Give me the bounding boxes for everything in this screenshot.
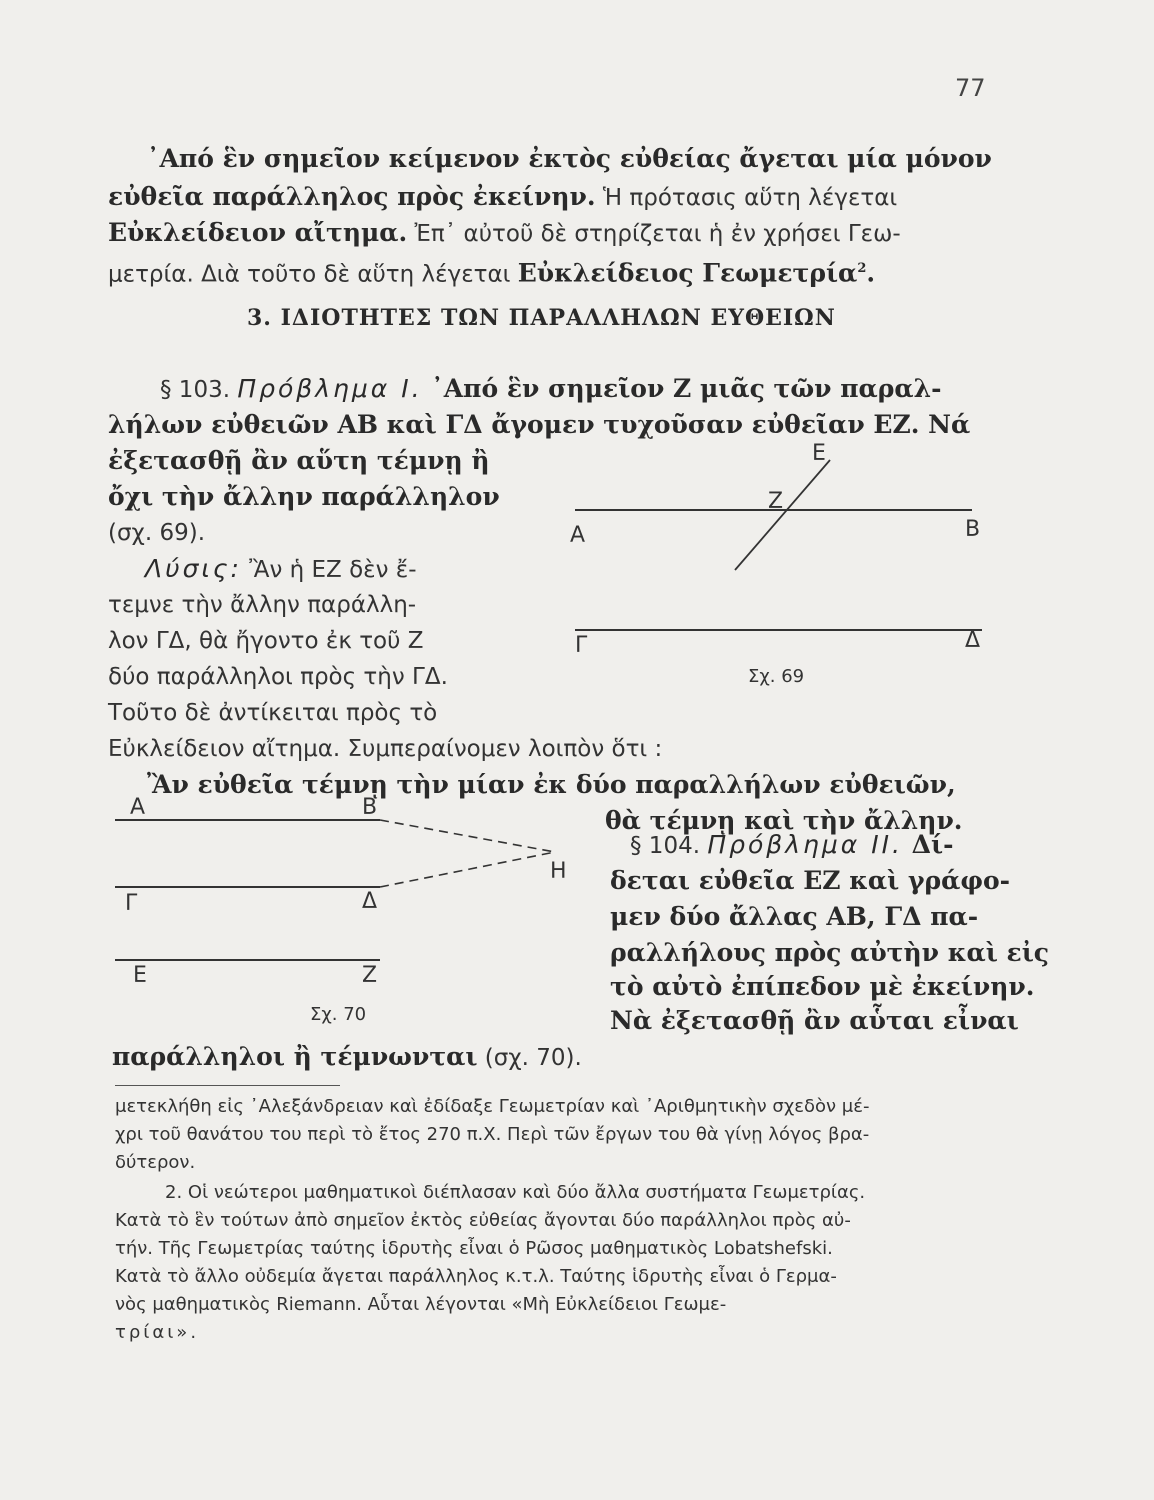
p104-line-4: ραλλήλους πρὸς αὐτὴν καὶ εἰς — [610, 938, 1050, 967]
fig70-label-E: Ε — [133, 963, 147, 988]
intro-line-2-rest: Ἡ πρότασις αὕτη λέγεται — [595, 185, 898, 211]
p103-line-1-rest: ᾿Από ἓν σημεῖον Ζ μιᾶς τῶν παραλ- — [422, 374, 942, 403]
fig70-label-D: Δ — [362, 889, 378, 914]
fig69-label-E: Ε — [812, 441, 826, 466]
p103-line-4: ὄχι τὴν ἄλλην παράλληλον — [108, 482, 500, 511]
p103-problem-label: Πρόβλημα Ι. — [237, 374, 423, 403]
solution-line-6: Εὐκλείδειον αἴτημα. Συμπεραίνομεν λοιπὸν ὅτι : — [108, 736, 663, 762]
p104-line-1-rest: Δί- — [902, 830, 954, 859]
p104-line-7 — [112, 1040, 582, 1075]
footnote-1-line-2: χρι τοῦ θανάτου του περὶ τὸ ἔτος 270 π.Χ. Περὶ τῶν ἔργων του θὰ γίνῃ λόγος βρα- — [115, 1124, 870, 1145]
footnote-rule — [115, 1085, 340, 1086]
footnote-ref-2: 2 — [857, 261, 867, 276]
figure-70 — [100, 790, 600, 1040]
fig69-label-G: Γ — [575, 633, 588, 658]
p103-line-5: (σχ. 69). — [108, 520, 206, 546]
fig70-label-B: Β — [362, 795, 378, 820]
fig70-dashed-DH — [380, 852, 555, 887]
p104-number: § 104. — [630, 833, 708, 859]
fig70-label-A: Α — [130, 795, 146, 820]
intro-line-4-end: . — [866, 258, 876, 288]
intro-line-4-bold: Εὐκλείδειος Γεωμετρία — [517, 258, 858, 288]
p104-line-1 — [630, 828, 954, 863]
p104-line-6: Νὰ ἐξετασθῇ ἂν αὗται εἶναι — [610, 1006, 1019, 1035]
solution-line-1 — [145, 552, 417, 587]
theorem-line-2: θὰ τέμνῃ καὶ τὴν ἄλλην. — [605, 806, 963, 835]
p104-line-7-bold: παράλληλοι ἢ τέμνωνται — [112, 1042, 478, 1071]
fig69-label-B: Β — [965, 517, 981, 542]
intro-line-3-rest: Ἐπ᾿ αὐτοῦ δὲ στηρίζεται ἡ ἐν χρήσει Γεω- — [407, 221, 901, 247]
p103-line-1 — [160, 372, 942, 407]
section-heading: 3. ΙΔΙΟΤΗΤΕΣ ΤΩΝ ΠΑΡΑΛΛΗΛΩΝ ΕΥΘΕΙΩΝ — [247, 305, 836, 331]
fig70-label-Z: Ζ — [362, 963, 378, 988]
intro-line-4 — [108, 252, 875, 291]
footnote-1-line-1: μετεκλήθη εἰς ᾿Αλεξάνδρειαν καὶ ἐδίδαξε Γεωμετρίαν καὶ ᾿Αριθμητικὴν σχεδὸν μέ- — [115, 1096, 870, 1117]
solution-line-4: δύο παράλληλοι πρὸς τὴν ΓΔ. — [108, 664, 448, 690]
p103-line-3: ἐξετασθῇ ἂν αὕτη τέμνῃ ἢ — [108, 446, 490, 475]
footnote-2-line-4: Κατὰ τὸ ἄλλο οὐδεμία ἄγεται παράλληλος κ.τ.λ. Ταύτης ἱδρυτὴς εἶναι ὁ Γερμα- — [115, 1266, 837, 1287]
fig69-caption: Σχ. 69 — [748, 666, 805, 687]
fig70-caption: Σχ. 70 — [310, 1004, 367, 1025]
p104-line-7-rest: (σχ. 70). — [477, 1045, 582, 1071]
fig70-dashed-BH — [380, 820, 555, 852]
intro-line-2-bold: εὐθεῖα παράλληλος πρὸς ἐκείνην. — [108, 182, 596, 211]
intro-line-1: ᾿Από ἓν σημεῖον κείμενον ἐκτὸς εὐθείας ἄγεται μία μόνον — [147, 144, 992, 173]
solution-line-2: τεμνε τὴν ἄλλην παράλλη- — [108, 592, 417, 618]
footnote-2-line-1: 2. Οἱ νεώτεροι μαθηματικοὶ διέπλασαν καὶ δύο ἄλλα συστήματα Γεωμετρίας. — [165, 1182, 866, 1203]
footnote-2-line-5: νὸς μαθηματικὸς Riemann. Αὗται λέγονται «Μὴ Εὐκλείδειοι Γεωμε- — [115, 1294, 727, 1315]
fig69-label-A: Α — [570, 523, 586, 548]
solution-label: Λύσις: — [145, 554, 242, 583]
footnote-2-line-3: τήν. Τῆς Γεωμετρίας ταύτης ἱδρυτὴς εἶναι ὁ Ρῶσος μαθηματικὸς Lobatshefski. — [115, 1238, 833, 1259]
p103-number: § 103. — [160, 377, 238, 403]
intro-line-4-rest: μετρία. Διὰ τοῦτο δὲ αὕτη λέγεται — [108, 261, 518, 288]
fig70-label-G: Γ — [125, 891, 138, 916]
intro-line-3 — [108, 216, 901, 251]
p104-line-5: τὸ αὐτὸ ἐπίπεδον μὲ ἐκείνην. — [610, 972, 1035, 1001]
fig70-label-H: Η — [550, 859, 567, 884]
page-number: 77 — [955, 74, 986, 102]
intro-line-2 — [108, 180, 897, 215]
p103-line-2: λήλων εὐθειῶν ΑΒ καὶ ΓΔ ἄγομεν τυχοῦσαν εὐθεῖαν ΕΖ. Νά — [108, 410, 971, 439]
p104-line-2: δεται εὐθεῖα ΕΖ καὶ γράφο- — [610, 866, 1011, 895]
theorem-line-1: Ἂν εὐθεῖα τέμνῃ τὴν μίαν ἐκ δύο παραλλήλων εὐθειῶν, — [147, 770, 956, 799]
footnote-2-line-2: Κατὰ τὸ ἓν τούτων ἀπὸ σημεῖον ἐκτὸς εὐθείας ἄγονται δύο παράλληλοι πρὸς αὐ- — [115, 1210, 851, 1231]
solution-line-3: λον ΓΔ, θὰ ἤγοντο ἐκ τοῦ Ζ — [108, 628, 424, 654]
figure-69 — [560, 430, 990, 700]
footnote-1-line-3: δύτερον. — [115, 1152, 196, 1173]
p104-problem-label: Πρόβλημα ΙΙ. — [707, 830, 903, 859]
footnote-2-line-6: τρίαι». — [115, 1322, 200, 1343]
fig69-label-D: Δ — [965, 628, 981, 653]
solution-line-1-rest: Ἂν ἡ ΕΖ δὲν ἔ- — [241, 557, 417, 583]
solution-line-5: Τοῦτο δὲ ἀντίκειται πρὸς τὸ — [108, 700, 438, 726]
intro-line-3-bold: Εὐκλείδειον αἴτημα. — [108, 218, 408, 247]
p104-line-3: μεν δύο ἄλλας ΑΒ, ΓΔ πα- — [610, 902, 979, 931]
fig69-line-EZ — [735, 460, 830, 570]
fig69-label-Z: Ζ — [768, 489, 784, 514]
